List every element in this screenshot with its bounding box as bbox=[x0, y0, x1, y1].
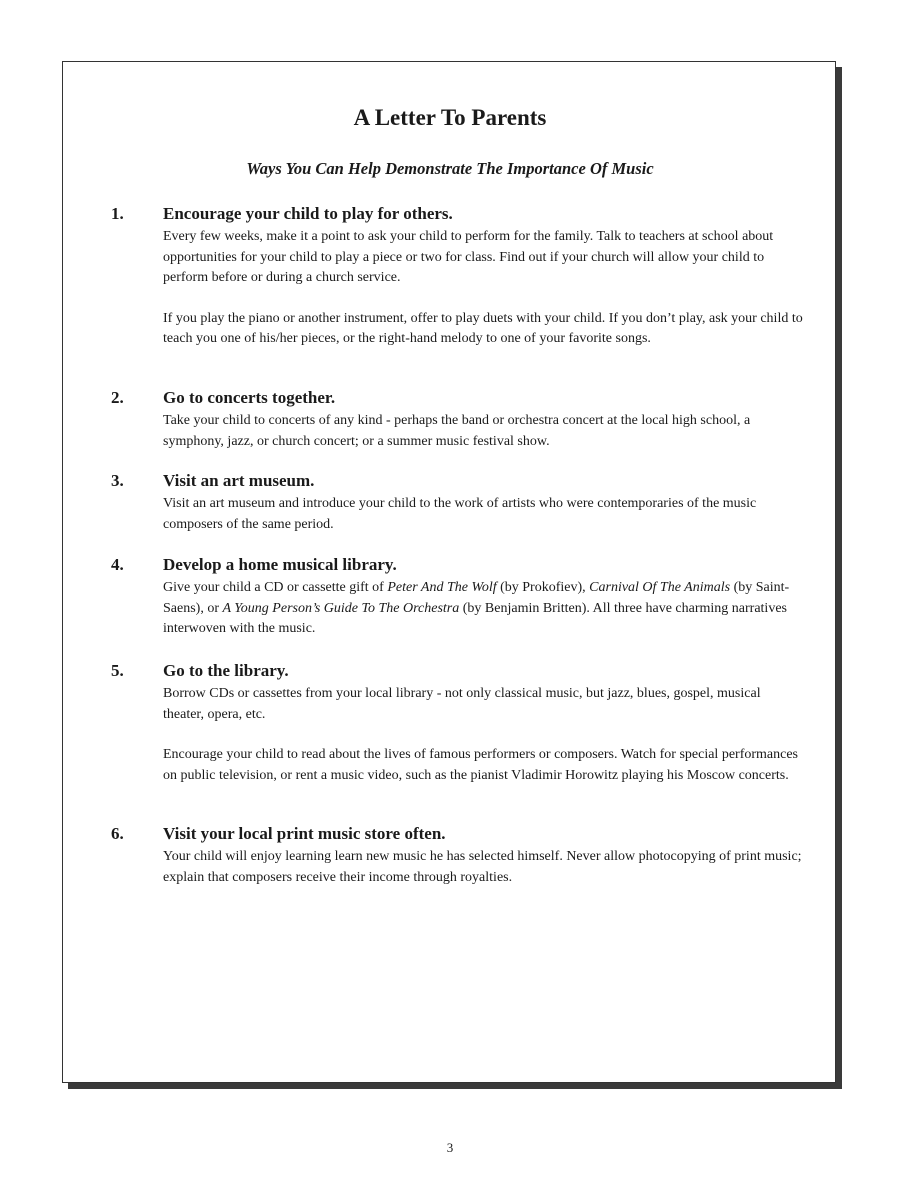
item-number: 2. bbox=[111, 388, 124, 407]
item-body bbox=[163, 684, 803, 786]
page-title: A Letter To Parents bbox=[353, 105, 547, 130]
item-heading: Go to concerts together. bbox=[163, 388, 336, 407]
book-title-carnival-of-the-animals: Carnival Of The Animals bbox=[589, 580, 731, 595]
item-heading: Visit your local print music store often. bbox=[163, 824, 446, 843]
item-paragraph: Visit an art museum and introduce your child to the work of artists who were contemporaries of the music composers of the same period. bbox=[163, 496, 757, 532]
item-heading: Encourage your child to play for others. bbox=[163, 204, 453, 223]
item-paragraph: Take your child to concerts of any kind - perhaps the band or orchestra concert at the local high school, a symphony, jazz, or church concert; or a summer music festival show. bbox=[163, 413, 751, 449]
item-heading: Visit an art museum. bbox=[163, 471, 315, 490]
item-body bbox=[163, 494, 803, 535]
item-body bbox=[163, 227, 803, 350]
text-segment: Give your child a CD or cassette gift of bbox=[163, 580, 388, 595]
page-subtitle: Ways You Can Help Demonstrate The Importance Of Music bbox=[246, 159, 654, 178]
text-segment: (by Benjamin Britten). All three have charming narratives interwoven with the music. bbox=[163, 600, 787, 636]
item-number: 6. bbox=[111, 824, 124, 843]
item-paragraph: If you play the piano or another instrument, offer to play duets with your child. If you don’t play, ask your child to teach you one of his/her pieces, or the right-hand melody to one of your favorite songs. bbox=[163, 310, 803, 346]
item-paragraph-rich bbox=[163, 578, 803, 640]
item-number: 5. bbox=[111, 661, 124, 680]
item-heading: Go to the library. bbox=[163, 661, 289, 680]
item-paragraph: Borrow CDs or cassettes from your local library - not only classical music, but jazz, blues, gospel, musical theater, opera, etc. bbox=[163, 686, 761, 722]
page-number: 3 bbox=[446, 1140, 454, 1155]
item-number: 1. bbox=[111, 204, 124, 223]
item-body bbox=[163, 578, 803, 640]
item-body bbox=[163, 847, 803, 888]
item-paragraph: Encourage your child to read about the lives of famous performers or composers. Watch for special performances on public television, or rent a music video, such as the pianist Vladimir Horowitz playing his Moscow concerts. bbox=[163, 747, 798, 783]
item-heading: Develop a home musical library. bbox=[163, 555, 397, 574]
item-paragraph: Your child will enjoy learning learn new music he has selected himself. Never allow photocopying of print music; explain that composers receive their income through royalties. bbox=[163, 849, 802, 885]
item-body bbox=[163, 411, 803, 452]
book-title-peter-and-the-wolf: Peter And The Wolf bbox=[387, 580, 497, 595]
text-segment: (by Prokofiev), bbox=[496, 580, 590, 595]
book-title-young-persons-guide: A Young Person’s Guide To The Orchestra bbox=[222, 600, 460, 616]
text-segment: (by Saint-Saens), or bbox=[163, 580, 790, 616]
item-number: 3. bbox=[111, 471, 124, 490]
item-paragraph: Every few weeks, make it a point to ask your child to perform for the family. Talk to teachers at school about opportunities for your child to play a piece or two for class. Find out if your church will allow your child to perform before or during a church service. bbox=[163, 229, 774, 285]
item-number: 4. bbox=[111, 555, 124, 574]
